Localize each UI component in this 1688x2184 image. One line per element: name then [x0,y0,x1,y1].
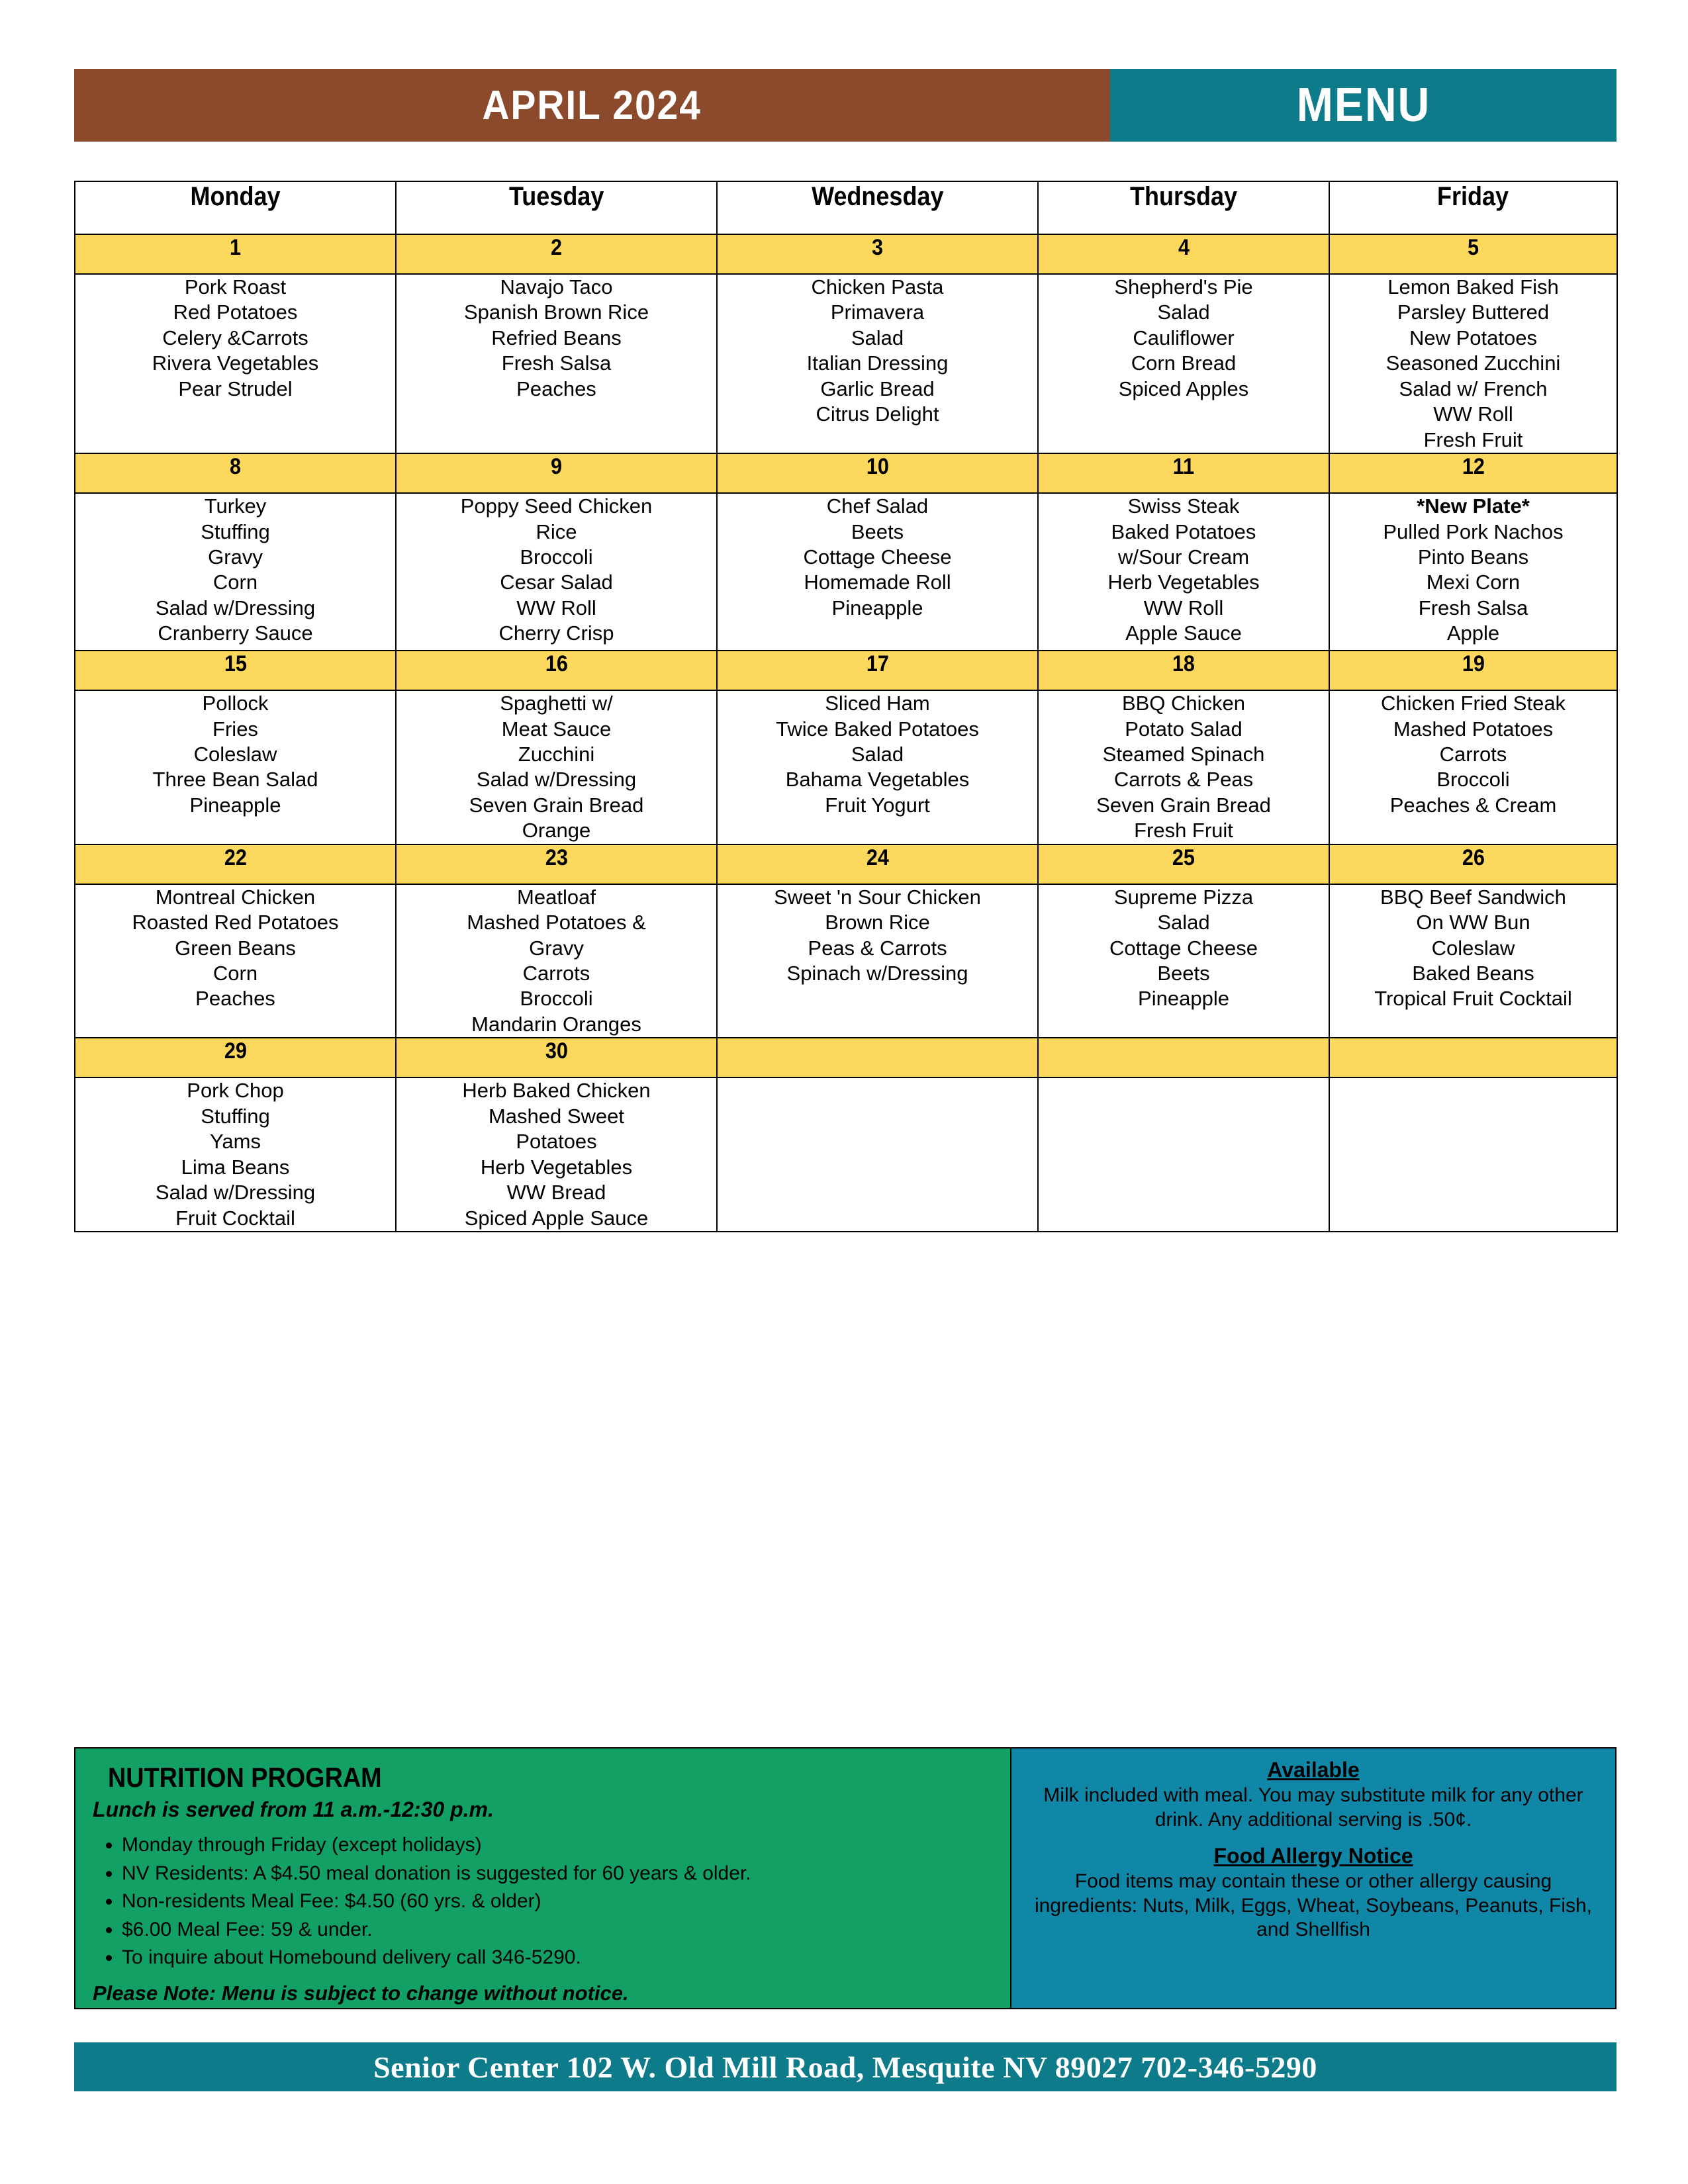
meal-item: Broccoli [520,987,593,1011]
meal-item: Fruit Cocktail [175,1206,295,1230]
meal-cell [396,690,717,844]
meal-row-week5 [75,1077,1617,1232]
meal-item: Cottage Cheese [1109,936,1258,960]
meal-item: Broccoli [1436,768,1510,792]
meal-cell-empty [717,1077,1038,1232]
meal-item: Supreme Pizza [1113,885,1254,909]
meal-item: w/Sour Cream [1117,545,1250,569]
date-cell: 2 [396,234,717,274]
meal-item: Salad w/Dressing [155,1181,316,1205]
meal-cell [75,493,396,651]
meal-item: Herb Vegetables [1107,570,1260,594]
meal-item: WW Roll [1433,402,1513,426]
meal-item: Mashed Potatoes [1393,717,1554,741]
meal-item: Poppy Seed Chicken [460,494,653,518]
date-cell: 5 [1329,234,1617,274]
meal-item: Seven Grain Bread [1096,793,1271,817]
meal-item: Cherry Crisp [498,621,614,645]
date-row-week4 [75,844,1617,884]
meal-item: Primavera [830,300,925,324]
day-header-wednesday: Wednesday [717,181,1038,234]
meal-item: Sliced Ham [825,692,930,715]
nutrition-bullet: • NV Residents: A $4.50 meal donation is suggested for 60 years & older. [122,1860,993,1888]
meal-item: Salad [1157,911,1210,934]
meal-item: Peaches [195,987,275,1011]
meal-item: Cottage Cheese [803,545,952,569]
menu-label: MENU [1296,79,1430,132]
meal-item: Peaches [516,377,596,400]
footer-address: Senior Center 102 W. Old Mill Road, Mesquite NV 89027 702-346-5290 [373,2050,1317,2084]
meal-item: Coleslaw [1431,936,1515,960]
date-cell: 23 [396,844,717,884]
date-cell: 9 [396,453,717,493]
meal-item: New Potatoes [1409,326,1537,349]
meal-cell [396,884,717,1038]
meal-item: Cranberry Sauce [158,621,313,645]
date-cell-empty [1038,1038,1329,1077]
day-header-row [75,181,1617,234]
meal-row-week3 [75,690,1617,844]
nutrition-bullet: • To inquire about Homebound delivery call 346-5290. [122,1944,993,1972]
meal-item: Gravy [529,936,584,960]
meal-item: BBQ Chicken [1121,692,1246,715]
meal-item: Beets [1157,962,1210,985]
nutrition-program-panel [75,1749,1011,2008]
meal-cell [1038,884,1329,1038]
day-header-monday: Monday [75,181,396,234]
date-cell: 15 [75,651,396,690]
lunch-hours: Lunch is served from 11 a.m.-12:30 p.m. [93,1797,494,1821]
date-cell: 10 [717,453,1038,493]
meal-item: Salad [851,742,904,766]
meal-item: Cesar Salad [500,570,613,594]
meal-item: Sweet 'n Sour Chicken [774,885,981,909]
meal-item: Chicken Pasta [811,275,944,298]
page-title: APRIL 2024 [482,82,702,128]
meal-item: Salad w/Dressing [476,768,637,792]
meal-cell [75,274,396,453]
meal-item: Fresh Fruit [1134,819,1233,842]
bottom-info-panels [74,1747,1617,2009]
available-title: Available [1267,1758,1360,1782]
meal-item: Spiced Apples [1118,377,1249,400]
meal-item: Chicken Fried Steak [1380,692,1566,715]
meal-item: Carrots [522,962,590,985]
nutrition-bullet: • Monday through Friday (except holidays) [122,1831,993,1860]
meal-cell [75,1077,396,1232]
meal-item: Carrots & Peas [1113,768,1254,792]
meal-item: Orange [522,819,591,842]
meal-item: Shepherd's Pie [1114,275,1253,298]
date-cell: 12 [1329,453,1617,493]
meal-item: Roasted Red Potatoes [132,911,339,934]
meal-cell [75,884,396,1038]
meal-item: Bahama Vegetables [785,768,970,792]
meal-cell-empty [1038,1077,1329,1232]
meal-item: Fries [212,717,258,741]
please-note: Please Note: Menu is subject to change without notice. [93,1981,629,2005]
meal-item: Parsley Buttered [1397,300,1550,324]
meal-item: Celery &Carrots [162,326,308,349]
meal-cell [717,690,1038,844]
meal-item: Meat Sauce [501,717,612,741]
meal-item: Pork Chop [187,1079,284,1103]
meal-item: Pear Strudel [178,377,293,400]
meal-item: Italian Dressing [806,351,949,375]
meal-item: Potato Salad [1125,717,1243,741]
meal-item: Pinto Beans [1417,545,1529,569]
meal-item: Montreal Chicken [155,885,316,909]
meal-cell [1038,274,1329,453]
meal-item: Salad w/ French [1399,377,1548,400]
nutrition-bullet-list [93,1831,993,1972]
date-cell: 3 [717,234,1038,274]
meal-cell [1329,690,1617,844]
meal-item: Herb Baked Chicken [462,1079,651,1103]
meal-item: Gravy [208,545,263,569]
meal-item: Rice [536,520,577,543]
meal-item: Seasoned Zucchini [1385,351,1561,375]
meal-item: Pollock [202,692,269,715]
meal-cell [1329,884,1617,1038]
day-header-tuesday: Tuesday [396,181,717,234]
meal-item: Mashed Potatoes & [467,911,646,934]
meal-item: Spaghetti w/ [500,692,613,715]
meal-item: Garlic Bread [820,377,935,400]
meal-item: Pineapple [189,793,281,817]
day-header-thursday: Thursday [1038,181,1329,234]
meal-cell [1038,493,1329,651]
meal-cell [717,274,1038,453]
available-body: Milk included with meal. You may substitute milk for any other drink. Any additional serving is .50¢. [1043,1784,1583,1831]
meal-item: Pineapple [831,596,923,619]
meal-item: Stuffing [201,520,270,543]
meal-cell [717,884,1038,1038]
nutrition-bullet: • Non-residents Meal Fee: $4.50 (60 yrs. & older) [122,1888,993,1916]
meal-item: WW Bread [506,1181,606,1205]
meal-item: Apple [1446,621,1500,645]
nutrition-title: NUTRITION PROGRAM [107,1762,382,1793]
meal-item: Fresh Salsa [1418,596,1528,619]
meal-item: Spiced Apple Sauce [464,1206,649,1230]
meal-item: Salad w/Dressing [155,596,316,619]
meal-item: Pork Roast [184,275,287,298]
meal-item: BBQ Beef Sandwich [1380,885,1566,909]
meal-item: WW Roll [1143,596,1224,619]
meal-item: Brown Rice [825,911,930,934]
date-cell: 30 [396,1038,717,1077]
meal-item: Citrus Delight [816,402,939,426]
meal-item: Navajo Taco [500,275,613,298]
meal-item: Tropical Fruit Cocktail [1374,987,1572,1011]
header-menu-band [1110,69,1617,142]
meal-item: Green Beans [175,936,296,960]
meal-item: *New Plate* [1417,494,1530,518]
meal-item: Mashed Sweet [488,1104,625,1128]
meal-item: Stuffing [201,1104,270,1128]
meal-item: Beets [851,520,904,543]
meal-cell [396,1077,717,1232]
meal-item: Spinach w/Dressing [786,962,968,985]
date-cell: 17 [717,651,1038,690]
date-row-week5 [75,1038,1617,1077]
meal-item: Salad [851,326,904,349]
meal-item: Fruit Yogurt [825,793,930,817]
meal-item: Pulled Pork Nachos [1383,520,1564,543]
date-cell: 22 [75,844,396,884]
date-cell: 24 [717,844,1038,884]
meal-row-week4 [75,884,1617,1038]
meal-item: Steamed Spinach [1102,742,1265,766]
meal-item: Peas & Carrots [808,936,947,960]
meal-item: Homemade Roll [804,570,951,594]
date-row-week1 [75,234,1617,274]
date-row-week3 [75,651,1617,690]
date-cell: 18 [1038,651,1329,690]
meal-item: Corn [212,570,258,594]
meal-cell [396,274,717,453]
meal-item: Carrots [1439,742,1507,766]
date-cell: 16 [396,651,717,690]
meal-cell [1038,690,1329,844]
meal-item: Red Potatoes [173,300,298,324]
meal-item: Corn Bread [1131,351,1237,375]
meal-item: Twice Baked Potatoes [776,717,979,741]
day-header-friday: Friday [1329,181,1617,234]
meal-item: Spanish Brown Rice [463,300,649,324]
meal-item: Potatoes [516,1130,597,1154]
meal-row-week1 [75,274,1617,453]
meal-item: Baked Beans [1412,962,1534,985]
date-cell-empty [1329,1038,1617,1077]
meal-item: Mandarin Oranges [471,1012,641,1036]
meal-item: Fresh Salsa [501,351,612,375]
date-cell: 29 [75,1038,396,1077]
food-allergy-title: Food Allergy Notice [1213,1844,1413,1868]
page-header [74,69,1617,142]
meal-item: Herb Vegetables [480,1155,633,1179]
meal-item: Peaches & Cream [1389,793,1557,817]
meal-item: Corn [212,962,258,985]
meal-item: Rivera Vegetables [152,351,319,375]
available-panel [1011,1749,1615,2008]
food-allergy-body: Food items may contain these or other allergy causing ingredients: Nuts, Milk, Eggs, Wheat, Soybeans, Peanuts, Fish, and Shellfish [1034,1870,1593,1941]
calendar-body [75,234,1617,1232]
meal-item: Fresh Fruit [1423,428,1523,451]
meal-item: Mexi Corn [1426,570,1521,594]
meal-item: Salad [1157,300,1210,324]
meal-cell [1329,274,1617,453]
date-cell: 4 [1038,234,1329,274]
meal-item: Cauliflower [1133,326,1235,349]
meal-item: On WW Bun [1416,911,1530,934]
meal-item: Meatloaf [517,885,596,909]
meal-item: Broccoli [520,545,593,569]
meal-item: Swiss Steak [1127,494,1240,518]
date-cell: 1 [75,234,396,274]
date-cell-empty [717,1038,1038,1077]
header-month-band [74,69,1110,142]
meal-cell [717,493,1038,651]
nutrition-bullet: • $6.00 Meal Fee: 59 & under. [122,1916,993,1944]
date-row-week2 [75,453,1617,493]
menu-calendar [74,181,1618,1232]
meal-cell [1329,493,1617,651]
meal-cell [396,493,717,651]
date-cell: 25 [1038,844,1329,884]
meal-row-week2 [75,493,1617,651]
meal-item: Coleslaw [193,742,277,766]
meal-item: Three Bean Salad [152,768,318,792]
meal-item: Apple Sauce [1125,621,1242,645]
meal-cell-empty [1329,1077,1617,1232]
meal-item: WW Roll [516,596,596,619]
meal-cell [75,690,396,844]
meal-item: Baked Potatoes [1111,520,1256,543]
meal-item: Seven Grain Bread [469,793,644,817]
meal-item: Lemon Baked Fish [1387,275,1559,298]
page-footer [74,2042,1617,2091]
meal-item: Pineapple [1138,987,1229,1011]
meal-item: Refried Beans [491,326,622,349]
meal-item: Zucchini [518,742,595,766]
meal-item: Lima Beans [181,1155,290,1179]
date-cell: 19 [1329,651,1617,690]
date-cell: 26 [1329,844,1617,884]
meal-item: Chef Salad [826,494,929,518]
meal-item: Yams [210,1130,261,1154]
meal-item: Turkey [204,494,267,518]
date-cell: 8 [75,453,396,493]
date-cell: 11 [1038,453,1329,493]
